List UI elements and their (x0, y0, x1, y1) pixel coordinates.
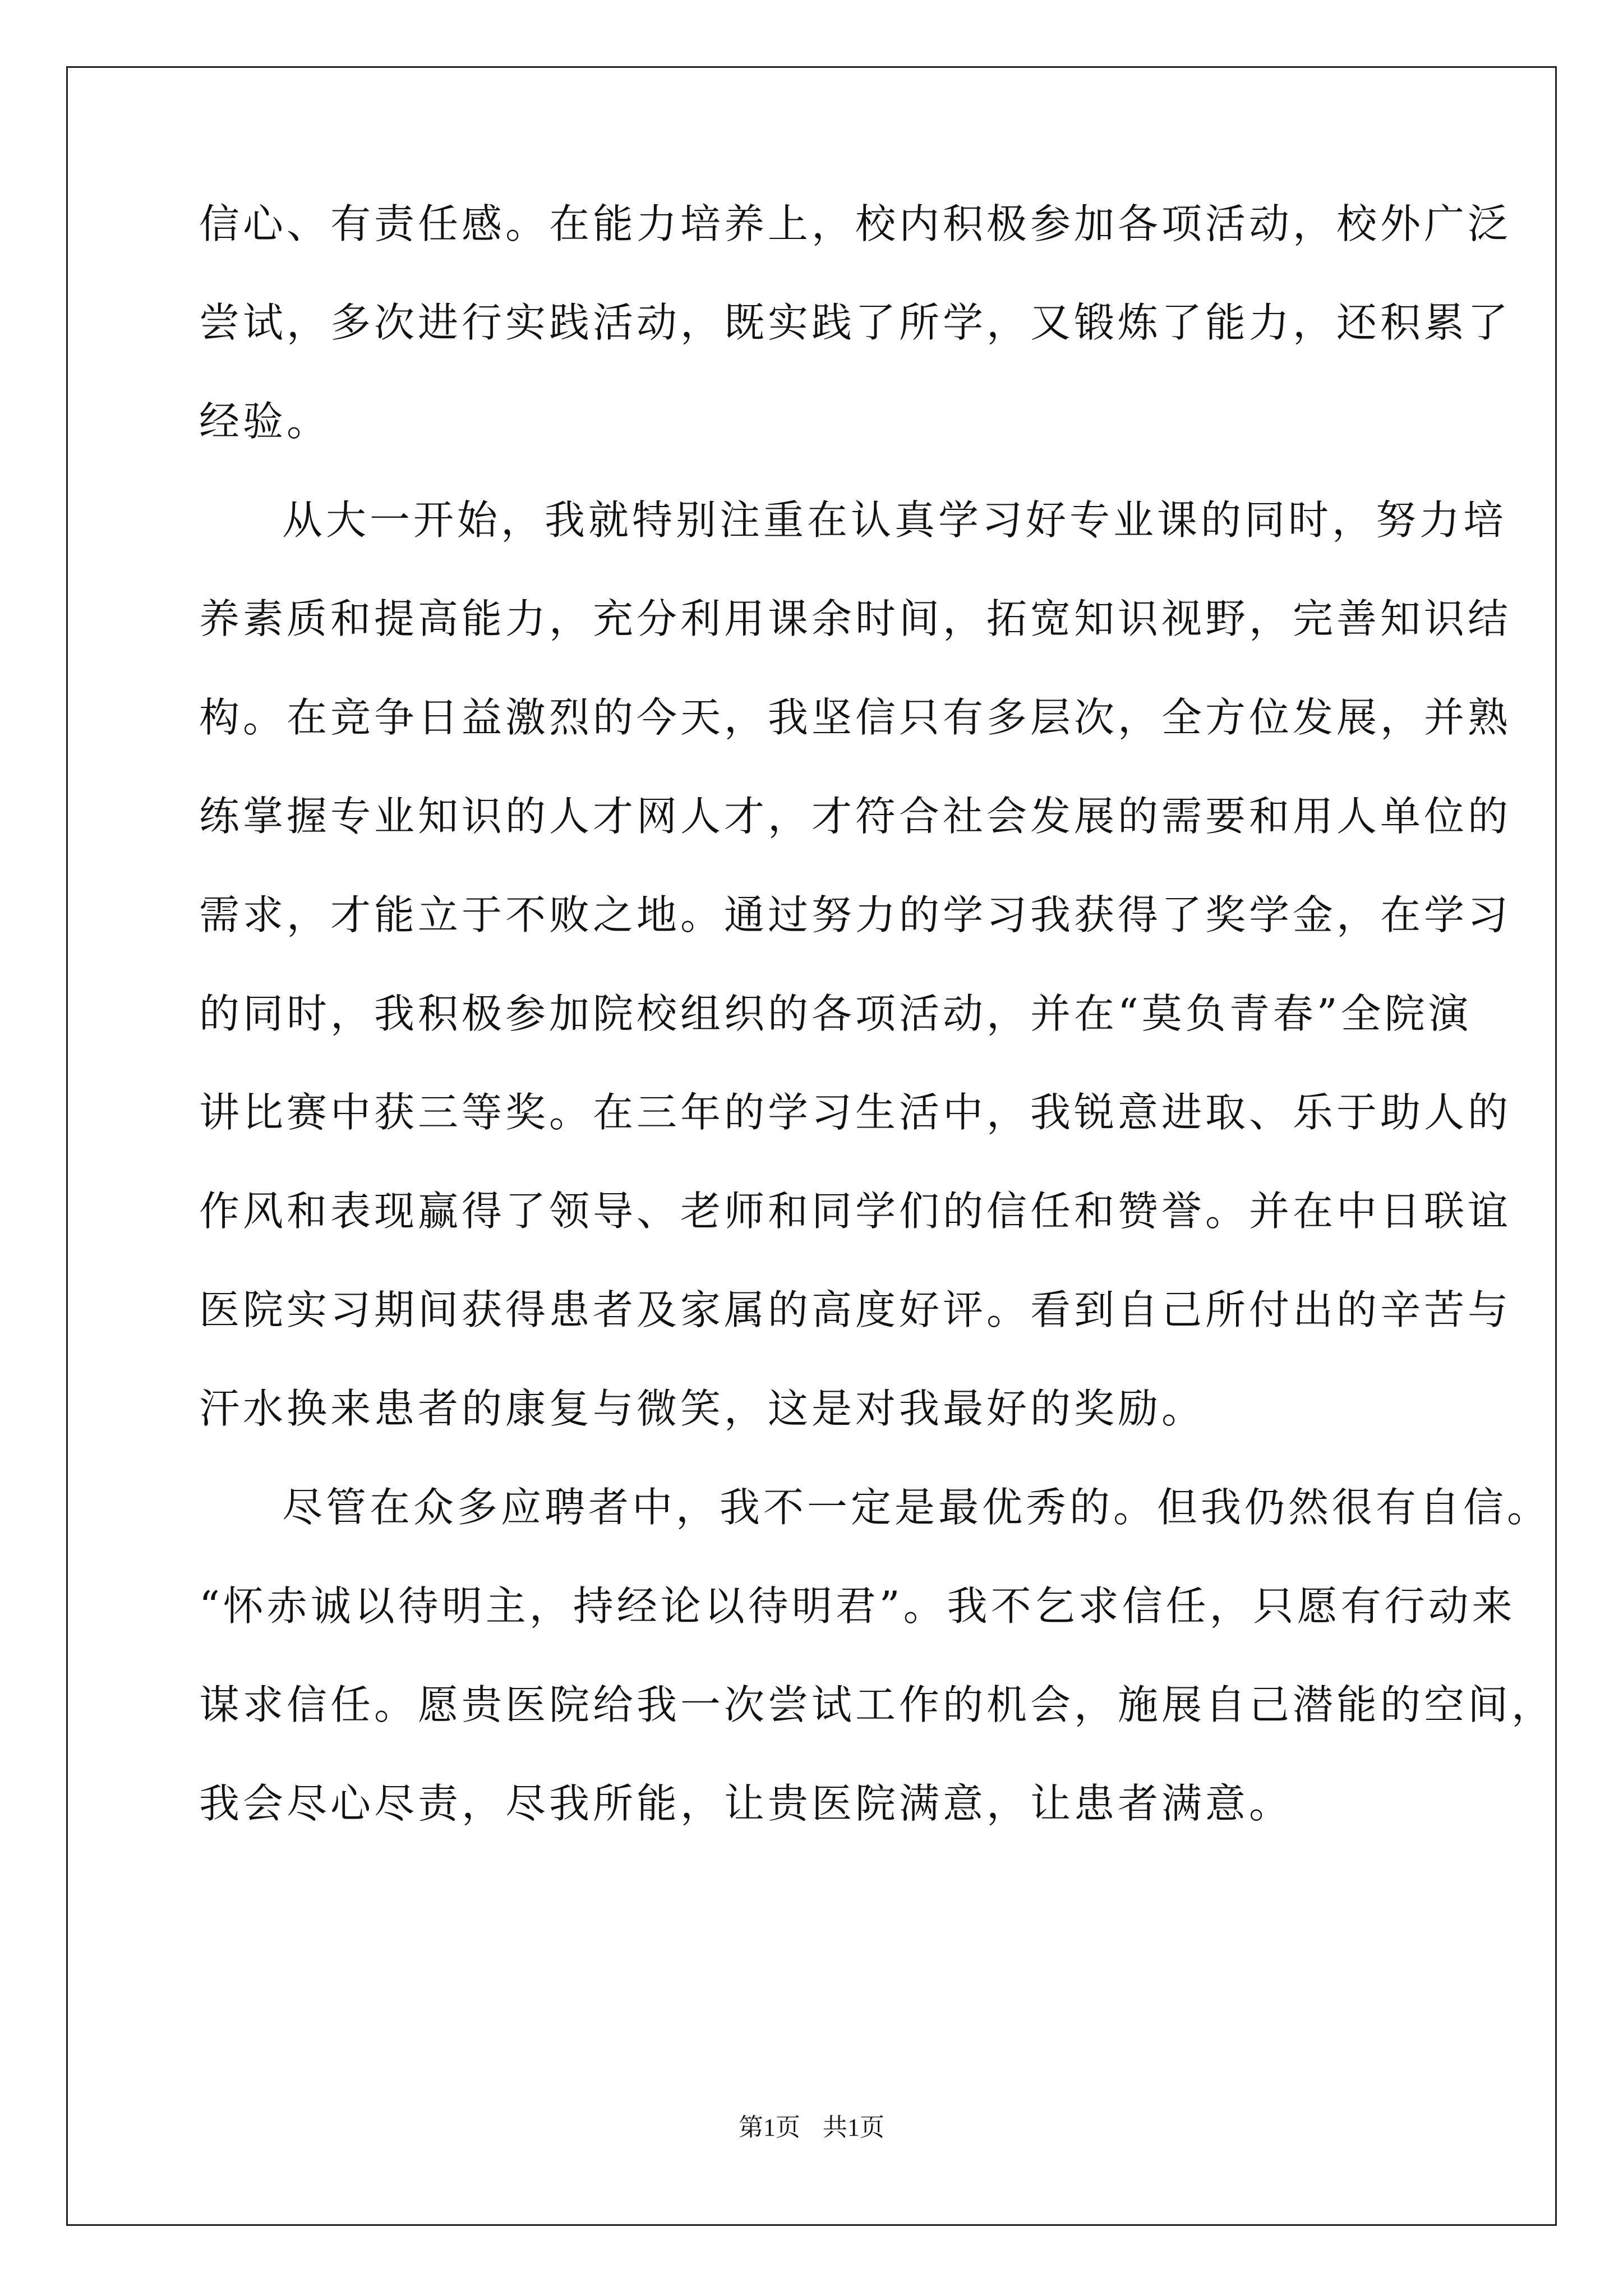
text-line: 讲比赛中获三等奖。在三年的学习生活中，我锐意进取、乐于助人的 (199, 1089, 1512, 1136)
text-line: 需求，才能立于不败之地。通过努力的学习我获得了奖学金，在学习 (199, 891, 1512, 938)
text-line: 练掌握专业知识的人才网人才，才符合社会发展的需要和用人单位的 (199, 793, 1512, 840)
text-line: 尽管在众多应聘者中，我不一定是最优秀的。但我仍然很有自信。 (282, 1484, 1551, 1531)
text-line: 的同时，我积极参加院校组织的各项活动，并在“莫负青春”全院演 (199, 990, 1472, 1037)
text-line: 构。在竞争日益激烈的今天，我坚信只有多层次，全方位发展，并熟 (199, 694, 1512, 741)
text-line: 谋求信任。愿贵医院给我一次尝试工作的机会，施展自己潜能的空间， (199, 1681, 1556, 1728)
text-line: 医院实习期间获得患者及家属的高度好评。看到自己所付出的辛苦与 (199, 1286, 1512, 1333)
text-line: 作风和表现赢得了领导、老师和同学们的信任和赞誉。并在中日联谊 (199, 1188, 1512, 1235)
page-total: 共1页 (823, 2114, 884, 2141)
text-line: 汗水换来患者的康复与微笑，这是对我最好的奖励。 (199, 1385, 1206, 1432)
document-body (199, 199, 1556, 1878)
text-line: 信心、有责任感。在能力培养上，校内积极参加各项活动，校外广泛 (199, 200, 1512, 247)
page-footer (0, 2112, 1623, 2143)
text-line: 从大一开始，我就特别注重在认真学习好专业课的同时，努力培 (282, 496, 1507, 544)
text-line: 我会尽心尽责，尽我所能，让贵医院满意，让患者满意。 (199, 1780, 1293, 1827)
text-line: 养素质和提高能力，充分利用课余时间，拓宽知识视野，完善知识结 (199, 595, 1512, 642)
text-line: “怀赤诚以待明主，持经论以待明君”。我不乞求信任，只愿有行动来 (199, 1582, 1516, 1630)
text-line: 尝试，多次进行实践活动，既实践了所学，又锻炼了能力，还积累了 (199, 299, 1512, 346)
page-number: 第1页 (739, 2114, 800, 2141)
text-line: 经验。 (199, 398, 331, 445)
